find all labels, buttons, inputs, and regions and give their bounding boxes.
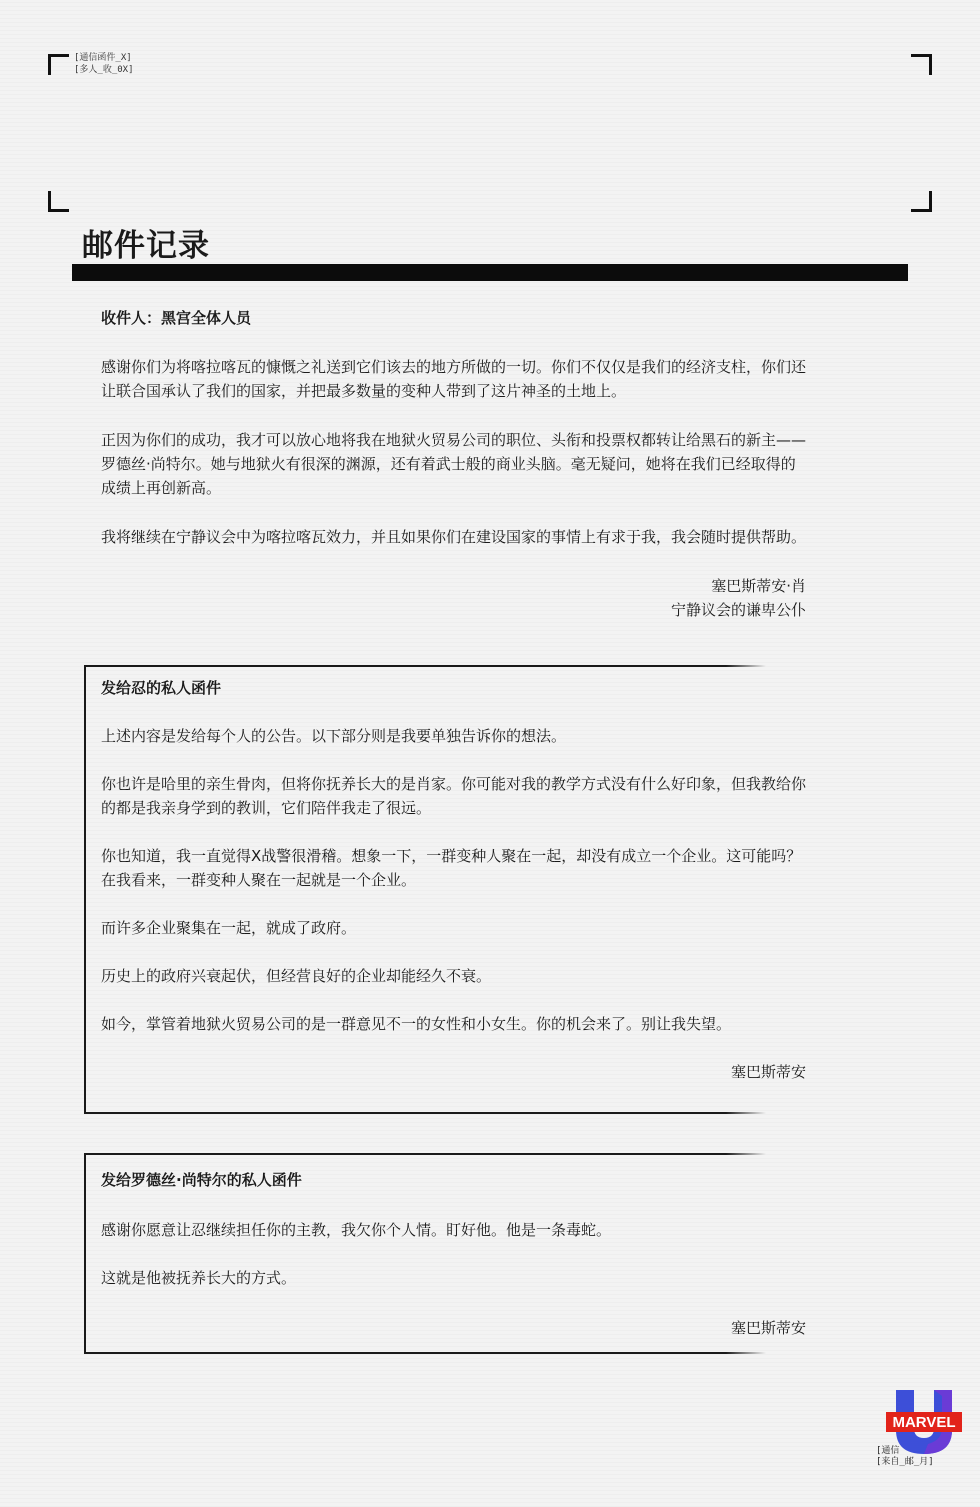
letter-lourdes-paragraph-1: 感谢你愿意让忍继续担任你的主教，我欠你个人情。盯好他。他是一条毒蛇。 [101, 1221, 612, 1239]
letter-shinobi-paragraph-4: 而许多企业聚集在一起，就成了政府。 [101, 919, 357, 937]
box-rule-end [726, 1352, 766, 1354]
letter-shinobi-paragraph-6: 如今，掌管着地狱火贸易公司的是一群意见不一的女性和小女生。你的机会来了。别让我失望。 [101, 1015, 732, 1033]
letter-shinobi-paragraph-1: 上述内容是发给每个人的公告。以下部分则是我要单独告诉你的想法。 [101, 727, 567, 745]
page-title: 邮件记录 [82, 228, 210, 264]
letter-recipient: 收件人：黑宫全体人员 [101, 309, 252, 327]
letter-main [101, 306, 806, 622]
letter-shinobi-paragraph-5: 历史上的政府兴衰起伏，但经营良好的企业却能经久不衰。 [101, 967, 492, 985]
letter-shinobi-heading: 发给忍的私人函件 [101, 679, 222, 697]
letter-lourdes-paragraph-2: 这就是他被抚养长大的方式。 [101, 1269, 297, 1287]
corner-mark-bottom-left-1 [48, 191, 69, 212]
signature-name: 塞巴斯蒂安·肖 [711, 577, 806, 595]
letter-main-paragraph-2: 正因为你们的成功，我才可以放心地将我在地狱火贸易公司的职位、头衔和投票权都转让给黑石的新主——罗德丝·尚特尔。她与地狱火有很深的渊源，还有着武士般的商业头脑。毫无疑问，她将在我们已经取得的成绩上再创新高。 [101, 431, 807, 497]
letter-lourdes [101, 1168, 806, 1340]
letter-main-paragraph-1: 感谢你们为将喀拉喀瓦的慷慨之礼送到它们该去的地方所做的一切。你们不仅仅是我们的经济支柱，你们还让联合国承认了我们的国家，并把最多数量的变种人带到了这片神圣的土地上。 [101, 358, 807, 400]
letter-main-paragraph-3: 我将继续在宁静议会中为喀拉喀瓦效力，并且如果你们在建设国家的事情上有求于我，我会随时提供帮助。 [101, 528, 807, 546]
marvel-wordmark: MARVEL [892, 1414, 956, 1431]
title-underline-bar [72, 264, 908, 281]
letter-shinobi-paragraph-3: 你也知道，我一直觉得X战警很滑稽。想象一下，一群变种人聚在一起，却没有成立一个企业。这可能吗？在我看来，一群变种人聚在一起就是一个企业。 [101, 847, 802, 889]
corner-mark-top-right-1 [911, 54, 932, 75]
tag-line-1: [通信函件_X] [74, 53, 132, 63]
corner-mark-top-left-1 [48, 54, 69, 75]
letter-shinobi-signature: 塞巴斯蒂安 [730, 1063, 806, 1081]
correspondence-tag [74, 52, 134, 76]
footer-tag [876, 1446, 934, 1468]
corner-mark-bottom-right-1 [911, 191, 932, 212]
letter-shinobi [101, 676, 806, 1084]
signature-title: 宁静议会的谦卑公仆 [670, 601, 806, 619]
letter-lourdes-signature: 塞巴斯蒂安 [730, 1319, 806, 1337]
letter-lourdes-heading: 发给罗德丝·尚特尔的私人函件 [101, 1171, 302, 1189]
tag-line-2: [多人_收_0X] [74, 65, 134, 75]
letter-shinobi-paragraph-2: 你也许是哈里的亲生骨肉，但将你抚养长大的是肖家。你可能对我的教学方式没有什么好印象，但我教给你的都是我亲身学到的教训，它们陪伴我走了很远。 [101, 775, 807, 817]
box-rule-end [726, 1112, 766, 1114]
footer-tag-line-1: [通信 [876, 1446, 900, 1456]
footer-tag-line-2: [来自_邮_月] [876, 1457, 934, 1467]
